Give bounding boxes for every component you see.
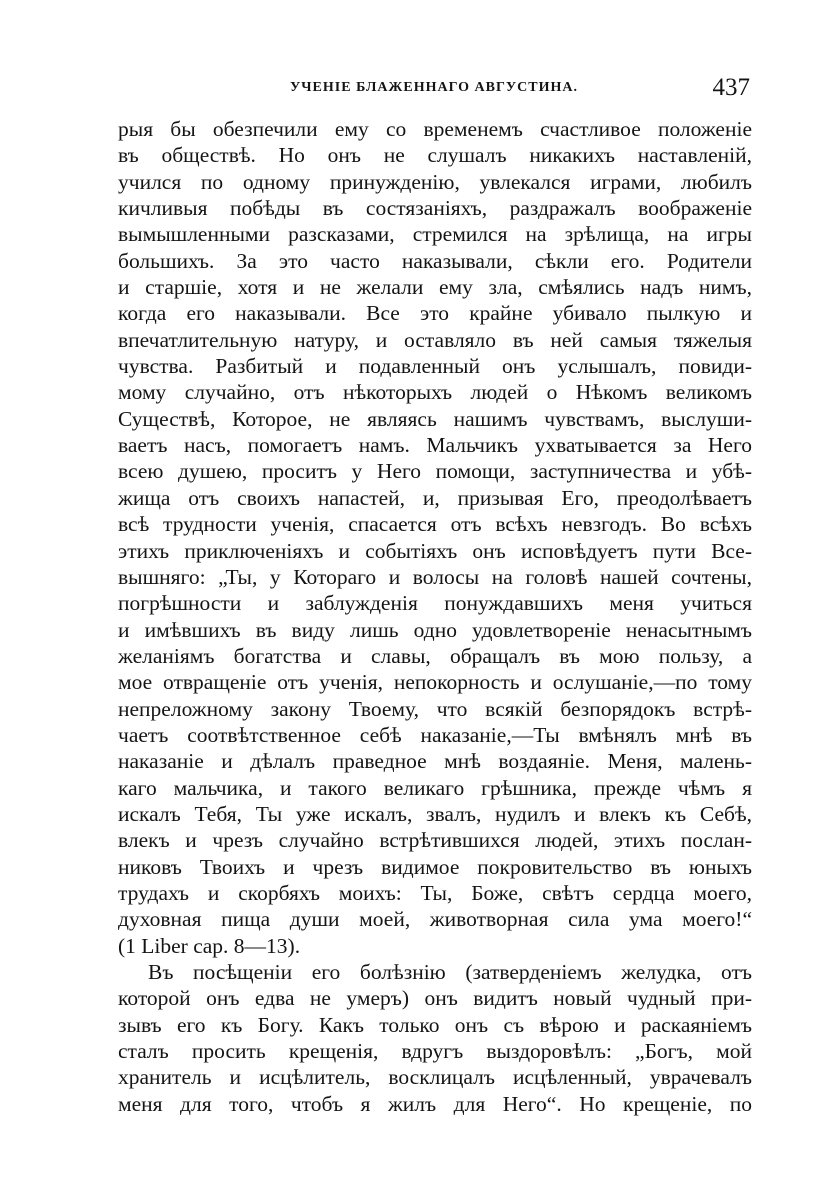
- text-line: трудахъ и скорбяхъ моихъ: Ты, Боже, свѣтъ сердца моего,: [118, 880, 752, 905]
- text-line: вымышленными разсказами, стремился на зрѣлища, на игры: [118, 222, 752, 247]
- text-line: которой онъ едва не умеръ) онъ видитъ новый чудный при-: [118, 986, 752, 1011]
- paragraph-1: [118, 116, 752, 959]
- text-line: мому случайно, отъ нѣкоторыхъ людей о Нѣкомъ великомъ: [118, 380, 752, 405]
- text-line: Въ посѣщеніи его болѣзнію (затверденіемъ желудка, отъ: [148, 960, 752, 984]
- text-line: зывъ его къ Богу. Какъ только онъ съ вѣрою и раскаяніемъ: [118, 1012, 752, 1037]
- text-line: чувства. Разбитый и подавленный онъ услышалъ, повиди-: [118, 354, 752, 379]
- text-line: хранитель и исцѣлитель, восклицалъ исцѣленный, уврачевалъ: [118, 1065, 752, 1090]
- text-line: непреложному закону Твоему, что всякій безпорядокъ встрѣ-: [118, 696, 752, 721]
- text-line: когда его наказывали. Все это крайне убивало пылкую и: [118, 301, 752, 326]
- text-line: всею душею, проситъ у Него помощи, заступничества и убѣ-: [118, 459, 752, 484]
- text-line: вышняго: „Ты, у Котораго и волосы на головѣ нашей сочтены,: [118, 564, 752, 589]
- text-line: желаніямъ богатства и славы, обращалъ въ мою пользу, а: [118, 643, 752, 668]
- running-title: УЧЕНІЕ БЛАЖЕННАГО АВГУСТИНА.: [290, 80, 578, 95]
- text-line: мое отвращеніе отъ ученія, непокорность и ослушаніе,—по тому: [118, 670, 752, 695]
- text-line: сталъ просить крещенія, вдругъ выздоровѣлъ: „Богъ, мой: [118, 1039, 752, 1064]
- text-line: Существѣ, Которое, не являясь нашимъ чувствамъ, выслуши-: [118, 406, 752, 431]
- text-line: искалъ Тебя, Ты уже искалъ, звалъ, нудилъ и влекъ къ Себѣ,: [118, 801, 752, 826]
- text-line: наказаніе и дѣлалъ праведное мнѣ воздаяніе. Меня, малень-: [118, 749, 752, 774]
- text-line: всѣ трудности ученія, спасается отъ всѣхъ невзгодъ. Во всѣхъ: [118, 512, 752, 537]
- text-line: рыя бы обезпечили ему со временемъ счастливое положеніе: [118, 117, 752, 141]
- text-line: чаетъ соотвѣтственное себѣ наказаніе,—Ты вмѣнялъ мнѣ въ: [118, 722, 752, 747]
- text-line: влекъ и чрезъ случайно встрѣтившихся людей, этихъ послан-: [118, 828, 752, 853]
- text-line: впечатлительную натуру, и оставляло въ ней самыя тяжелыя: [118, 327, 752, 352]
- body-text: [118, 116, 752, 1117]
- paragraph-2: [118, 959, 752, 1117]
- text-line: (1 Liber cap. 8—13).: [118, 933, 301, 958]
- page-number: 437: [712, 74, 750, 101]
- text-line: учился по одному принужденію, увлекался играми, любилъ: [118, 169, 752, 194]
- text-line: кичливыя побѣды въ состязаніяхъ, раздражалъ воображеніе: [118, 196, 752, 221]
- text-line: ваетъ насъ, помогаетъ намъ. Мальчикъ ухватывается за Него: [118, 433, 752, 458]
- text-line: жища отъ своихъ напастей, и, призывая Его, преодолѣваетъ: [118, 485, 752, 510]
- text-line: никовъ Твоихъ и чрезъ видимое покровительство въ юныхъ: [118, 854, 752, 879]
- text-line: въ обществѣ. Но онъ не слушалъ никакихъ наставленій,: [118, 143, 752, 168]
- text-line: погрѣшности и заблужденія понуждавшихъ меня учиться: [118, 591, 752, 616]
- text-line: духовная пища души моей, животворная сила ума моего!“: [118, 907, 752, 932]
- text-line: и имѣвшихъ въ виду лишь одно удовлетвореніе ненасытнымъ: [118, 617, 752, 642]
- text-line: меня для того, чтобъ я жилъ для Него“. Но крещеніе, по: [118, 1091, 752, 1116]
- text-line: и старшіе, хотя и не желали ему зла, смѣялись надъ нимъ,: [118, 275, 752, 300]
- running-header: [118, 74, 750, 104]
- text-line: большихъ. За это часто наказывали, сѣкли его. Родители: [118, 248, 752, 273]
- text-line: каго мальчика, и такого великаго грѣшника, прежде чѣмъ я: [118, 775, 752, 800]
- text-line: этихъ приключеніяхъ и событіяхъ онъ исповѣдуетъ пути Все-: [118, 538, 752, 563]
